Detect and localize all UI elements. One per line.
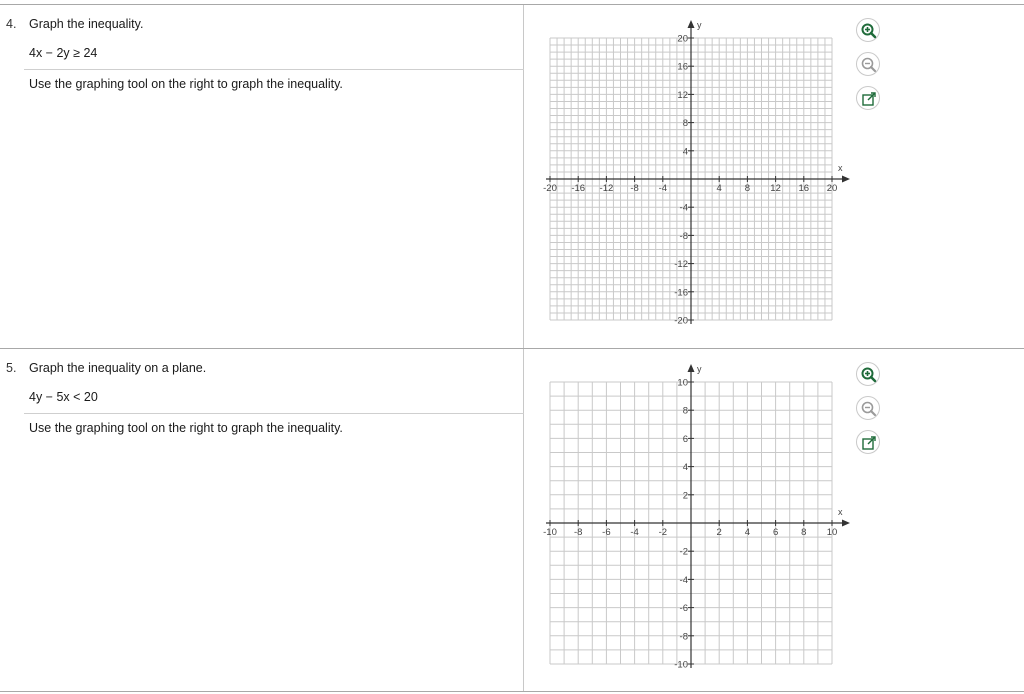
x-tick-label: -16 [571,183,586,194]
y-tick-label: 4 [682,462,688,474]
x-tick-label: 2 [716,527,722,538]
popout-icon [860,90,878,108]
y-axis-label: y [697,364,702,374]
instruction: Use the graphing tool on the right to graph the inequality. [29,421,343,435]
y-tick-label: -20 [674,315,688,327]
y-tick-label: -8 [679,631,688,643]
y-tick-label: 10 [677,377,688,389]
x-tick-label: -4 [658,183,668,194]
zoom-out-icon [860,400,878,418]
question-title: Graph the inequality. [29,17,144,31]
x-axis-label: x [838,507,843,517]
x-tick-label: -4 [630,527,639,538]
zoom-in-icon [860,366,878,384]
popout-button[interactable] [856,430,880,454]
x-tick-label: -6 [602,527,611,538]
y-tick-label: -10 [674,659,688,671]
y-axis-arrow [688,364,695,372]
graphing-area[interactable] [530,16,850,328]
column-divider [523,349,524,691]
y-tick-label: -8 [679,230,688,242]
y-tick-label: -4 [679,574,688,586]
x-tick-label: 20 [826,183,838,194]
x-axis-arrow [842,176,850,183]
y-tick-label: -12 [674,259,688,271]
x-tick-label: -12 [599,183,614,194]
y-tick-label: 4 [682,146,688,158]
x-axis-label: x [838,163,843,173]
x-tick-label: -2 [658,527,668,538]
y-tick-label: -6 [679,603,688,615]
popout-button[interactable] [856,86,880,110]
x-axis-arrow [842,520,850,527]
x-tick-label: 4 [716,183,722,194]
x-tick-label: -8 [573,527,583,538]
instruction: Use the graphing tool on the right to graph the inequality. [29,77,343,91]
graphing-area[interactable] [530,360,850,672]
x-tick-label: 4 [744,527,751,538]
x-tick-label: 8 [744,183,751,194]
y-tick-label: -16 [674,287,688,299]
zoom-in-button[interactable] [856,18,880,42]
y-tick-label: 6 [682,433,688,445]
column-divider [523,5,524,348]
zoom-out-icon [860,56,878,74]
y-tick-label: 2 [682,490,688,502]
zoom-out-button[interactable] [856,52,880,76]
y-axis-arrow [688,20,695,28]
y-tick-label: 12 [677,89,688,101]
x-tick-label: -10 [543,527,557,538]
x-tick-label: 6 [772,527,779,538]
x-tick-label: 8 [801,527,807,538]
problem-divider [0,348,1024,349]
x-tick-label: -8 [630,183,639,194]
question-number: 5. [6,361,17,375]
x-tick-label: 10 [826,527,838,538]
y-tick-label: -4 [679,202,688,214]
y-axis-label: y [697,20,702,30]
y-tick-label: 8 [682,118,688,130]
y-tick-label: 20 [677,33,688,45]
separator [24,69,524,70]
y-tick-label: 8 [682,405,688,417]
bottom-divider [0,691,1024,692]
zoom-in-button[interactable] [856,362,880,386]
inequality: 4y − 5x < 20 [29,390,98,404]
y-tick-label: -2 [679,546,688,558]
separator [24,413,524,414]
popout-icon [860,434,878,452]
inequality: 4x − 2y ≥ 24 [29,46,98,60]
x-tick-label: 16 [798,183,810,194]
question-title: Graph the inequality on a plane. [29,361,207,375]
zoom-in-icon [860,22,878,40]
zoom-out-button[interactable] [856,396,880,420]
x-tick-label: 12 [770,183,781,194]
x-tick-label: -20 [543,183,557,194]
y-tick-label: 16 [677,61,688,73]
question-number: 4. [6,17,17,31]
top-divider [0,4,1024,5]
